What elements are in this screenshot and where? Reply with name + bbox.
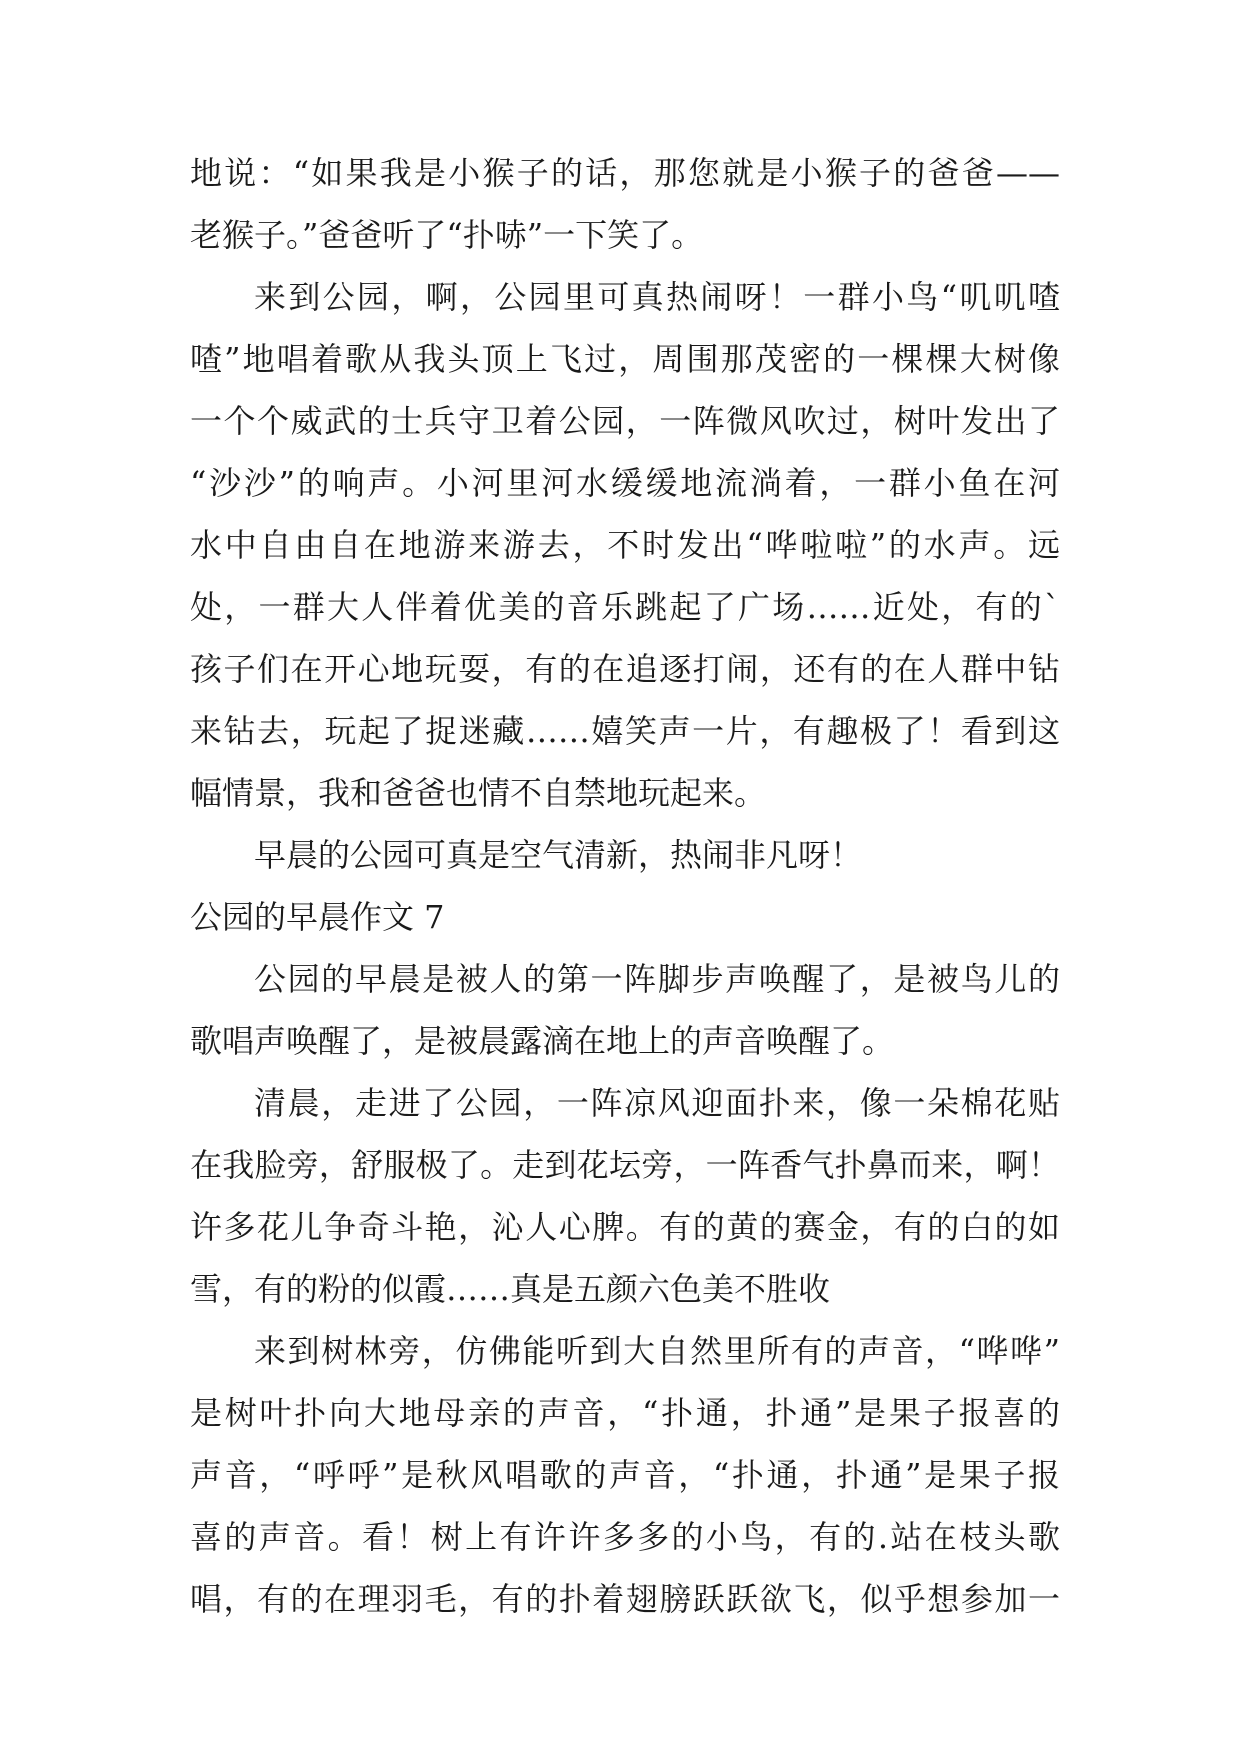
text-line: 歌唱声唤醒了，是被晨露滴在地上的声音唤醒了。 [190,1022,895,1060]
text-line: 声音，“呼呼”是秋风唱歌的声音，“扑通，扑通”是果子报 [190,1456,1060,1494]
text-line: 老猴子。”爸爸听了“扑哧”一下笑了。 [190,216,704,254]
text-line: 处，一群大人伴着优美的音乐跳起了广场……近处，有的` [190,588,1060,626]
paragraph-first-line: 来到公园，啊，公园里可真热闹呀！一群小鸟“叽叽喳 [254,278,1060,316]
text-line: 水中自由自在地游来游去，不时发出“哗啦啦”的水声。远 [190,526,1060,564]
text-line: 来钻去，玩起了捉迷藏……嬉笑声一片，有趣极了！看到这 [190,712,1060,750]
paragraph-first-line: 清晨，走进了公园，一阵凉风迎面扑来，像一朵棉花贴 [254,1084,1060,1122]
text-line: 雪，有的粉的似霞……真是五颜六色美不胜收 [190,1270,831,1308]
text-line: 一个个威武的士兵守卫着公园，一阵微风吹过，树叶发出了 [190,402,1060,440]
text-line: 在我脸旁，舒服极了。走到花坛旁，一阵香气扑鼻而来，啊！ [190,1146,1060,1184]
text-line: 地说：“如果我是小猴子的话，那您就是小猴子的爸爸—— [190,154,1060,192]
text-line: 幅情景，我和爸爸也情不自禁地玩起来。 [190,774,767,812]
text-line: 喳”地唱着歌从我头顶上飞过，周围那茂密的一棵棵大树像 [190,340,1060,378]
section-heading: 公园的早晨作文 7 [190,898,445,936]
text-line: “沙沙”的响声。小河里河水缓缓地流淌着，一群小鱼在河 [190,464,1060,502]
text-line: 唱，有的在理羽毛，有的扑着翅膀跃跃欲飞，似乎想参加一 [190,1580,1060,1618]
essay-text-block [190,142,1060,1630]
paragraph-first-line: 来到树林旁，仿佛能听到大自然里所有的声音，“哗哗” [254,1332,1060,1370]
paragraph-first-line: 公园的早晨是被人的第一阵脚步声唤醒了，是被鸟儿的 [254,960,1060,998]
text-line: 是树叶扑向大地母亲的声音，“扑通，扑通”是果子报喜的 [190,1394,1060,1432]
text-line: 孩子们在开心地玩耍，有的在追逐打闹，还有的在人群中钻 [190,650,1060,688]
paragraph-first-line: 早晨的公园可真是空气清新，热闹非凡呀！ [254,836,863,874]
text-line: 许多花儿争奇斗艳，沁人心脾。有的黄的赛金，有的白的如 [190,1208,1060,1246]
text-line: 喜的声音。看！树上有许许多多的小鸟，有的.站在枝头歌 [190,1518,1060,1556]
